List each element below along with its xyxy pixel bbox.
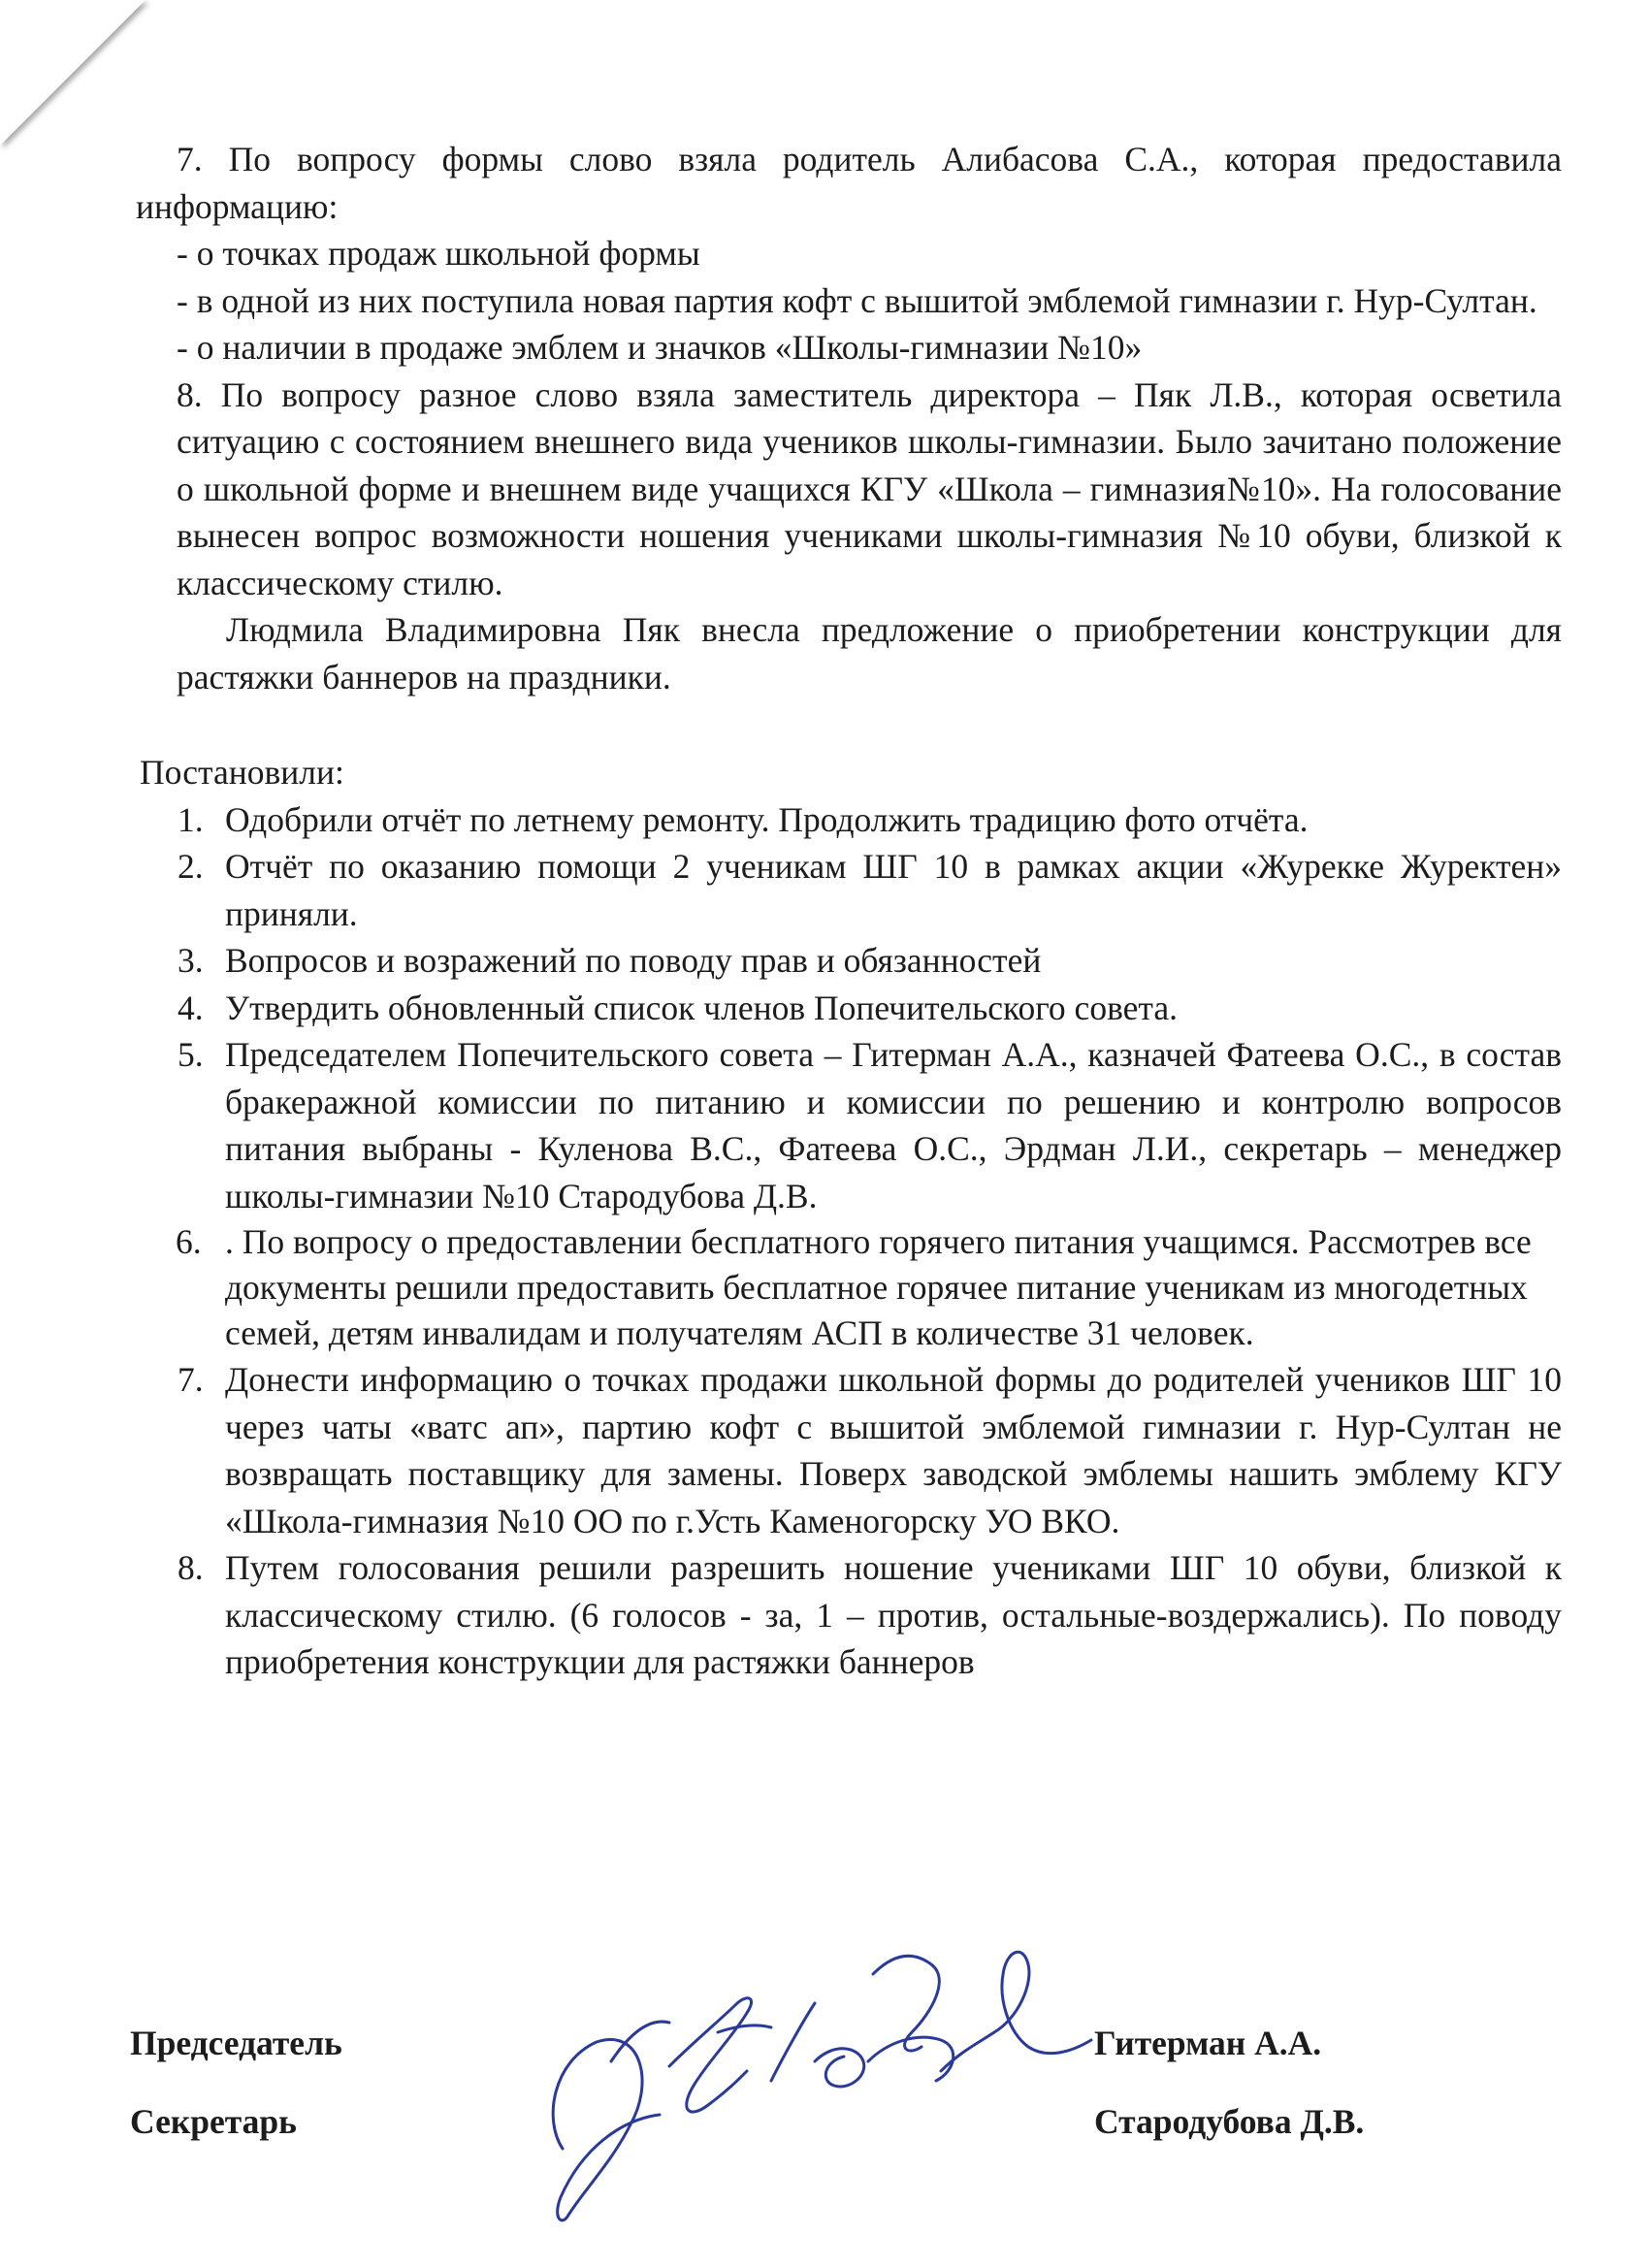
item-text: По вопросу формы слово взяла родитель Алибасова С.А., которая предоставила информацию: <box>136 140 1562 226</box>
bullet-3: - о наличии в продаже эмблем и значков «Школы-гимназии №10» <box>177 328 1143 367</box>
chair-role: Председатель <box>130 2024 342 2062</box>
item-text: Донести информацию о точках продажи школьной формы до родителей учеников ШГ 10 через чаты «ватс ап», партию кофт с вышитой эмблемой гимназии г. Нур-Султан не возвращать поставщику для замены. Поверх заводской эмблемы нашить эмблему КГУ «Школа-гимназия №10 ОО по г.Усть Каменогорску УО ВКО. <box>225 1360 1562 1540</box>
resolved-item-7 <box>136 1356 1562 1544</box>
item-number: 6. <box>176 1222 202 1261</box>
resolved-item-4 <box>136 985 1562 1032</box>
proposal-paragraph: Людмила Владимировна Пяк внесла предложение о приобретении конструкции для растяжки баннеров на праздники. <box>177 610 1562 697</box>
chair-name: Гитерман А.А. <box>1094 2024 1322 2062</box>
resolved-item-5 <box>136 1031 1562 1219</box>
item-number: 7. <box>178 1360 204 1399</box>
item-text: Путем голосования решили разрешить ношение учениками ШГ 10 обуви, близкой к классическому стилю. (6 голосов - за, 1 – против, остальные-воздержались). По поводу приобретения конструкции для растяжки баннеров <box>225 1548 1562 1681</box>
item-number: 4. <box>178 988 204 1027</box>
resolved-item-2 <box>136 843 1562 937</box>
item-8-paragraph <box>136 372 1562 607</box>
resolved-item-8 <box>136 1544 1562 1686</box>
resolved-item-3 <box>136 937 1562 985</box>
folded-corner <box>0 0 146 146</box>
item-text: Одобрили отчёт по летнему ремонту. Продолжить традицию фото отчёта. <box>225 799 1309 839</box>
item-text: По вопросу разное слово взяла заместитель директора – Пяк Л.В., которая осветила ситуацию с состоянием внешнего вида учеников школы-гимназии. Было зачитано положение о школьной форме и внешнем виде учащихся КГУ «Школа – гимназия№10». На голосование вынесен вопрос возможности ношения учениками школы-гимназия №10 обуви, близкой к классическому стилю. <box>177 374 1562 602</box>
bullet-2-text: - в одной из них поступила новая партия кофт с вышитой эмблемой гимназии г. Нур-Султан. <box>177 280 1537 320</box>
item-number: 1. <box>178 799 204 839</box>
secretary-role: Секретарь <box>130 2102 297 2141</box>
handwritten-signature <box>524 1926 1106 2236</box>
item-number: 7. <box>177 140 203 178</box>
item-number: 2. <box>178 847 204 886</box>
resolved-list <box>136 796 1562 1686</box>
resolved-heading: Постановили: <box>140 753 344 792</box>
bullet-2 <box>136 277 1562 325</box>
secretary-name: Стародубова Д.В. <box>1094 2102 1365 2141</box>
resolved-item-6 <box>136 1219 1562 1356</box>
item-number: 8. <box>178 1548 204 1587</box>
item-text: Вопросов и возражений по поводу прав и обязанностей <box>225 941 1042 980</box>
bullet-1: - о точках продаж школьной формы <box>177 234 700 273</box>
item-7-paragraph <box>136 136 1562 230</box>
item-number: 5. <box>178 1035 204 1074</box>
minutes-discussion <box>136 136 1562 1686</box>
item-text: . По вопросу о предоставлении бесплатного горячего питания учащимся. Рассмотрев все документы решили предоставить бесплатное горячее питание ученикам из многодетных семей, детям инвалидам и получателям АСП в количестве 31 человек. <box>225 1222 1532 1352</box>
item-number: 8. <box>177 374 203 414</box>
item-text: Утвердить обновленный список членов Попечительского совета. <box>225 988 1178 1027</box>
item-text: Отчёт по оказанию помощи 2 ученикам ШГ 10 в рамках акции «Журекке Журектен» приняли. <box>225 847 1562 933</box>
item-number: 3. <box>178 941 204 980</box>
resolved-item-1 <box>136 796 1562 844</box>
item-text: Председателем Попечительского совета – Гитерман А.А., казначей Фатеева О.С., в состав бракеражной комиссии по питанию и комиссии по решению и контролю вопросов питания выбраны - Куленова В.С., Фатеева О.С., Эрдман Л.И., секретарь – менеджер школы-гимназии №10 Стародубова Д.В. <box>225 1035 1562 1215</box>
